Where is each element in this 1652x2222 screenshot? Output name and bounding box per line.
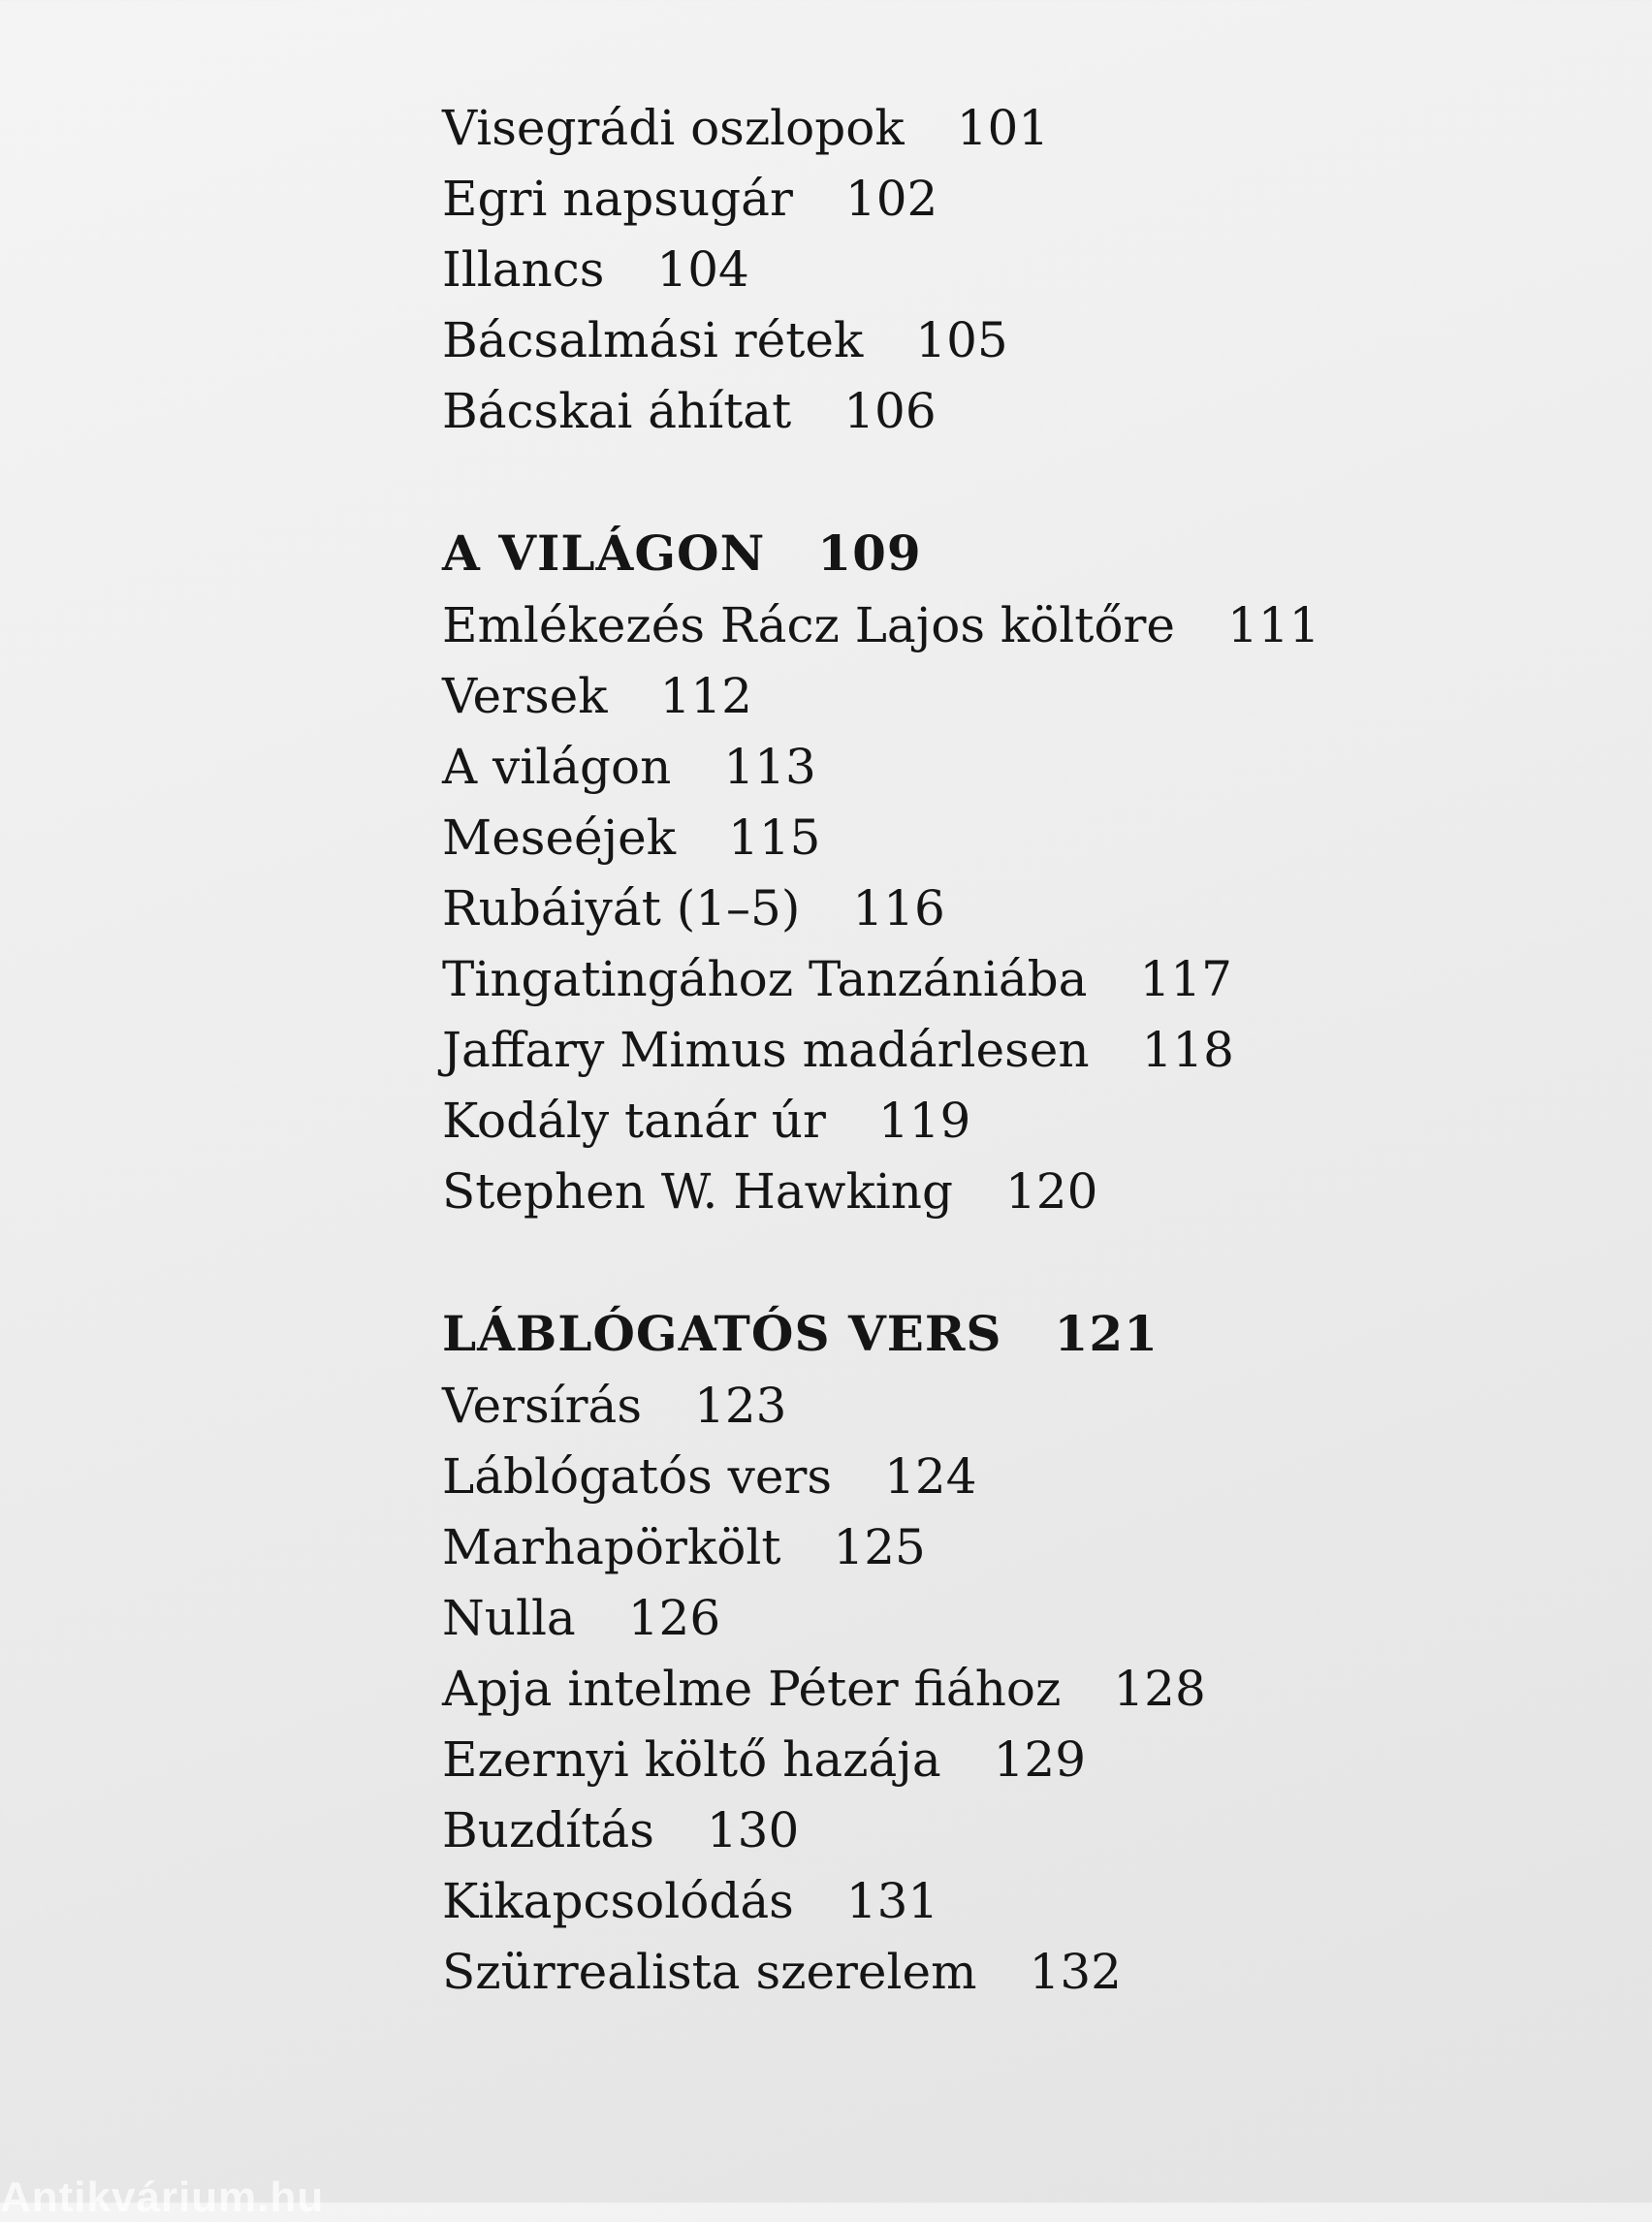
toc-entry-page: 126 bbox=[627, 1590, 721, 1646]
toc-entry-page: 125 bbox=[833, 1519, 926, 1575]
toc-entry-title: Versek bbox=[442, 668, 608, 724]
toc-entry bbox=[442, 164, 1509, 235]
toc-entry-title: Stephen W. Hawking bbox=[442, 1163, 953, 1220]
watermark: Antikvárium.hu bbox=[0, 2174, 325, 2221]
toc-entry-page: 113 bbox=[723, 739, 816, 795]
toc-entry-page: 123 bbox=[694, 1378, 787, 1434]
toc-entry-title: Emlékezés Rácz Lajos költőre bbox=[442, 597, 1175, 653]
section-spacer bbox=[442, 447, 1509, 517]
toc-entry-title: Apja intelme Péter fiához bbox=[442, 1661, 1062, 1717]
toc-entry-title: Bácskai áhítat bbox=[442, 383, 792, 439]
toc-entry-title: Láblógatós vers bbox=[442, 1448, 833, 1505]
toc-entry-title: Bácsalmási rétek bbox=[442, 312, 864, 368]
toc-entry-page: 106 bbox=[843, 383, 937, 439]
section-heading-title: LÁBLÓGATÓS VERS bbox=[442, 1305, 1002, 1362]
toc-entry bbox=[442, 1086, 1509, 1157]
toc-entry bbox=[442, 93, 1509, 164]
toc-entry-title: Illancs bbox=[442, 241, 605, 298]
toc-entry-page: 112 bbox=[659, 668, 752, 724]
section-heading-title: A VILÁGON bbox=[442, 524, 766, 582]
section-heading bbox=[442, 1297, 1509, 1371]
toc-entry bbox=[442, 803, 1509, 873]
toc-entry-title: Buzdítás bbox=[442, 1802, 654, 1858]
toc-entry-page: 131 bbox=[845, 1873, 939, 1929]
toc-entry bbox=[442, 944, 1509, 1015]
toc-entry bbox=[442, 1795, 1509, 1866]
toc-entry-title: Rubáiyát (1–5) bbox=[442, 880, 801, 936]
toc-entry-page: 117 bbox=[1139, 951, 1232, 1007]
toc-entry bbox=[442, 1725, 1509, 1795]
toc-entry bbox=[442, 873, 1509, 944]
toc-entry-title: Marhapörkölt bbox=[442, 1519, 781, 1575]
toc-entry-title: Szürrealista szerelem bbox=[442, 1944, 977, 2000]
section-heading-page: 121 bbox=[1054, 1305, 1159, 1362]
toc-entry bbox=[442, 590, 1509, 661]
toc-entry bbox=[442, 1583, 1509, 1654]
toc-entry-page: 101 bbox=[956, 100, 1050, 156]
toc-entry-page: 129 bbox=[993, 1731, 1087, 1788]
toc-entry bbox=[442, 305, 1509, 376]
toc-entry bbox=[442, 1512, 1509, 1583]
table-of-contents bbox=[442, 93, 1509, 2008]
toc-entry-page: 115 bbox=[728, 809, 821, 866]
toc-entry-page: 104 bbox=[656, 241, 749, 298]
toc-entry-title: Nulla bbox=[442, 1590, 576, 1646]
toc-entry bbox=[442, 1157, 1509, 1227]
toc-entry bbox=[442, 376, 1509, 447]
toc-entry-page: 116 bbox=[852, 880, 945, 936]
toc-entry-title: Ezernyi költő hazája bbox=[442, 1731, 941, 1788]
toc-entry bbox=[442, 1654, 1509, 1725]
toc-entry-title: Jaffary Mimus madárlesen bbox=[442, 1022, 1090, 1078]
toc-entry-page: 111 bbox=[1226, 597, 1320, 653]
toc-entry-title: A világon bbox=[442, 739, 672, 795]
toc-entry-page: 124 bbox=[884, 1448, 977, 1505]
toc-entry-title: Kikapcsolódás bbox=[442, 1873, 794, 1929]
toc-entry-title: Kodály tanár úr bbox=[442, 1093, 826, 1149]
toc-entry-page: 105 bbox=[915, 312, 1008, 368]
toc-entry-title: Egri napsugár bbox=[442, 171, 793, 227]
section-heading bbox=[442, 517, 1509, 590]
toc-entry bbox=[442, 1371, 1509, 1442]
toc-entry-page: 132 bbox=[1029, 1944, 1122, 2000]
toc-entry bbox=[442, 1866, 1509, 1937]
section-spacer bbox=[442, 1227, 1509, 1297]
toc-entry-page: 128 bbox=[1113, 1661, 1206, 1717]
toc-entry bbox=[442, 661, 1509, 732]
toc-entry bbox=[442, 235, 1509, 305]
toc-entry-title: Versírás bbox=[442, 1378, 643, 1434]
toc-entry bbox=[442, 1015, 1509, 1086]
section-heading-page: 109 bbox=[817, 524, 922, 582]
toc-entry-title: Tingatingához Tanzániába bbox=[442, 951, 1088, 1007]
toc-entry-page: 118 bbox=[1141, 1022, 1234, 1078]
toc-entry-title: Visegrádi oszlopok bbox=[442, 100, 905, 156]
toc-entry-page: 102 bbox=[844, 171, 938, 227]
toc-entry-page: 120 bbox=[1004, 1163, 1098, 1220]
toc-entry-page: 130 bbox=[706, 1802, 800, 1858]
toc-entry bbox=[442, 732, 1509, 803]
toc-entry-page: 119 bbox=[877, 1093, 971, 1149]
toc-entry bbox=[442, 1937, 1509, 2008]
toc-entry bbox=[442, 1442, 1509, 1512]
toc-entry-title: Meseéjek bbox=[442, 809, 677, 866]
